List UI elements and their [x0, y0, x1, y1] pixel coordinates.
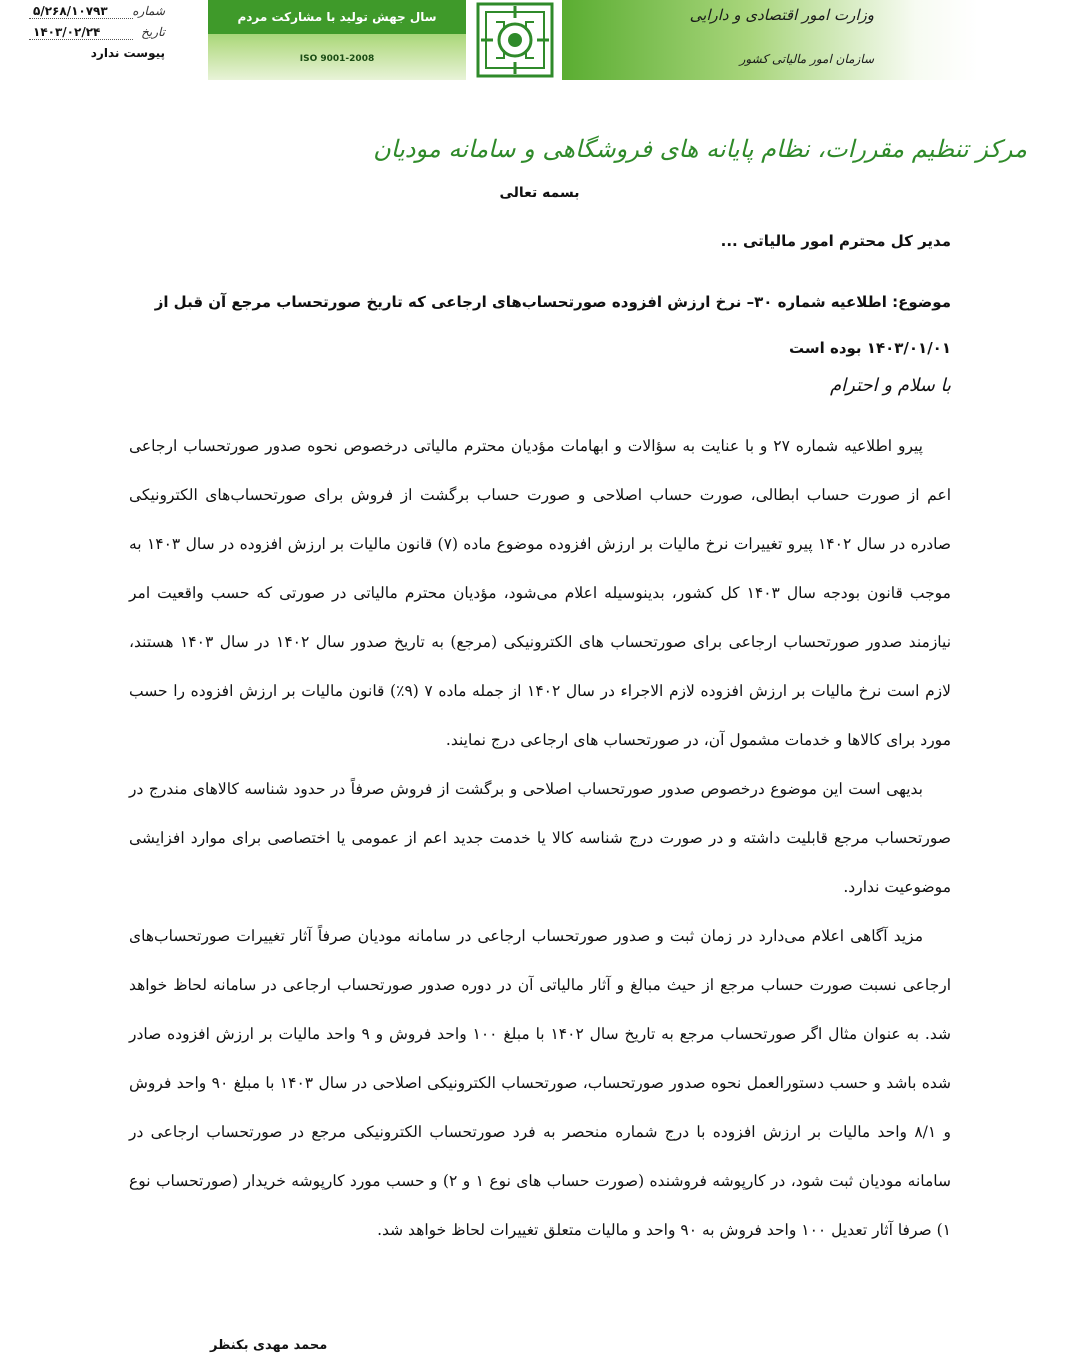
date-value: ۱۴۰۳/۰۲/۲۴: [29, 25, 133, 40]
bismillah: بسمه تعالی: [499, 185, 580, 201]
motto-banner: [208, 0, 466, 80]
date-row: [0, 25, 175, 46]
attachment-label: پیوست ندارد: [90, 46, 165, 60]
iso-label: ISO 9001-2008: [299, 54, 375, 64]
paragraph: مزید آگاهی اعلام می‌دارد در زمان ثبت و صدور صورتحساب ارجاعی در سامانه مودیان صرفاً آثار تغییرات صورتحساب‌های ارجاعی نسبت صورت حساب مرجع از حیث مبالغ و آثار مالیاتی آن در دوره صدور صورتحساب ارجاعی در سامانه لحاظ خواهد شد. به عنوان مثال اگر صورتحساب مرجع به تاریخ سال ۱۴۰۲ با مبلغ ۱۰۰ واحد فروش و ۹ واحد مالیات بر ارزش افزوده صادر شده باشد و حسب دستورالعمل نحوه صدور صورتحساب، صورتحساب الکترونیکی اصلاحی در سال ۱۴۰۳ با مبلغ ۹۰ واحد فروش و ۸/۱ واحد مالیات بر ارزش افزوده با درج شماره منحصر به فرد صورتحساب الکترونیکی مرجع در صورتحساب ارجاعی در سامانه مودیان ثبت شود، در کارپوشه فروشنده (صورت حساب های نوع ۱ و ۲) و حسب مورد کارپوشه خریدار (صورتحساب نوع ۱) صرفا آثار تعدیل ۱۰۰ واحد فروش به ۹۰ واحد و مالیات متعلق تغییرات لحاظ خواهد شد.: [129, 927, 951, 1239]
number-row: [0, 4, 175, 25]
center-title: مرکز تنظیم مقررات، نظام پایانه های فروشگاهی و سامانه مودیان: [373, 135, 1027, 163]
greeting: با سلام و احترام: [830, 375, 951, 396]
paragraph: بدیهی است این موضوع درخصوص صدور صورتحساب اصلاحی و برگشت از فروش صرفاً در حدود شناسه کالاهای مندرج در صورتحساب مرجع قابلیت داشته و در صورت درج شناسه کالا یا خدمت جدید اعم از عمومی یا اختصاصی برای موارد افزایشی موضوعیت ندارد.: [129, 780, 951, 896]
ministry-banner: [562, 0, 978, 80]
letterhead: [208, 0, 1078, 80]
letter-body: [129, 422, 951, 1255]
number-label: شماره: [132, 4, 165, 18]
paragraph: پیرو اطلاعیه شماره ۲۷ و با عنایت به سؤالات و ابهامات مؤدیان محترم مالیاتی درخصوص نحوه صدور صورتحساب ارجاعی اعم از صورت حساب ابطالی، صورت حساب اصلاحی و صورت حساب برگشت از فروش برای صورتحساب‌های الکترونیکی صادره در سال ۱۴۰۲ پیرو تغییرات نرخ مالیات بر ارزش افزوده موضوع ماده (۷) قانون مالیات بر ارزش افزوده در سال ۱۴۰۳ به موجب قانون بودجه سال ۱۴۰۳ کل کشور، بدینوسیله اعلام می‌شود، مؤدیان محترم مالیاتی در صورتی که حسب واقعیت امر نیازمند صدور صورتحساب ارجاعی برای صورتحساب های الکترونیکی (مرجع) به تاریخ صدور سال ۱۴۰۲ در سال ۱۴۰۳ هستند، لازم است نرخ مالیات بر ارزش افزوده لازم الاجراء در سال ۱۴۰۲ از جمله ماده ۷ (۹٪) قانون مالیات بر ارزش افزوده را حسب مورد برای کالاها و خدمات مشمول آن، در صورتحساب های ارجاعی درج نمایند.: [129, 437, 952, 749]
motto-text: سال جهش تولید با مشارکت مردم: [208, 0, 466, 34]
organization-name: سازمان امور مالیاتی کشور: [739, 52, 874, 66]
subject: موضوع: اطلاعیه شماره ۳۰– نرخ ارزش افزوده صورتحساب‌های ارجاعی که تاریخ صورتحساب مرجع آن قبل از ۱۴۰۳/۰۱/۰۱ بوده است: [154, 293, 951, 357]
signature-name: محمد مهدی بکنظر: [210, 1338, 328, 1353]
tax-organization-emblem-icon: [472, 0, 558, 80]
number-value: ۵/۲۶۸/۱۰۷۹۳: [29, 4, 133, 19]
letter-meta: [0, 4, 175, 67]
date-label: تاریخ: [141, 25, 165, 39]
attachment-row: [0, 46, 175, 67]
recipient: مدیر کل محترم امور مالیاتی ...: [720, 232, 951, 250]
ministry-name: وزارت امور اقتصادی و دارایی: [689, 6, 874, 24]
